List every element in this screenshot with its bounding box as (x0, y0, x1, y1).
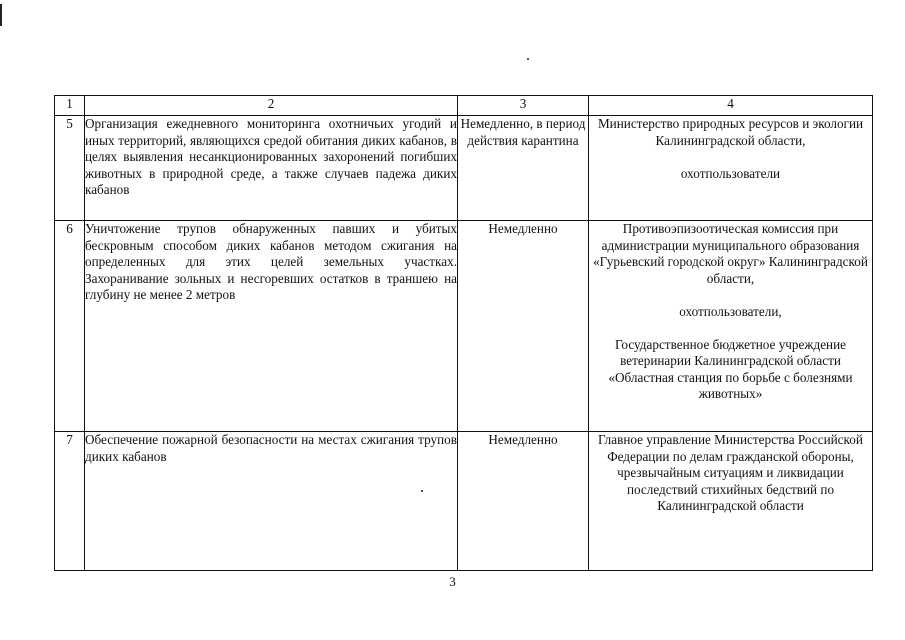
responsible-party: Противоэпизоотическая комиссия при администрации муниципального образования «Гурьевский городской округ» Калининградской области, (593, 221, 868, 286)
table-row (55, 432, 873, 571)
measure-description: Уничтожение трупов обнаруженных павших и убитых бескровным способом диких кабанов методом сжигания на определенных для этих целей земельных участках. Захоранивание зольных и несгоревших остатков в траншею на глубину не менее 2 метров (85, 221, 458, 432)
page-number: 3 (449, 574, 456, 589)
table-row (55, 116, 873, 221)
measures-table (54, 95, 873, 571)
scan-edge-mark (0, 4, 2, 26)
measure-responsible (589, 221, 873, 432)
header-col-2: 2 (85, 96, 458, 116)
measure-description: Организация ежедневного мониторинга охотничьих угодий и иных территорий, являющихся средой обитания диких кабанов, в целях выявления несанкционированных захоронений погибших животных в природной среде, а также случаев падежа диких кабанов (85, 116, 458, 221)
measure-deadline: Немедленно, в период действия карантина (458, 116, 589, 221)
table-row (55, 221, 873, 432)
scan-speck (527, 58, 529, 60)
table-header-row (55, 96, 873, 116)
row-number: 6 (55, 221, 85, 432)
measure-responsible (589, 432, 873, 571)
header-col-4: 4 (589, 96, 873, 116)
responsible-party: Главное управление Министерства Российской Федерации по делам гражданской обороны, чрезвычайным ситуациям и ликвидации последствий стихийных бедствий по Калининградской области (598, 432, 863, 513)
responsible-party: Государственное бюджетное учреждение ветеринарии Калининградской области «Областная станция по борьбе с болезнями животных» (608, 336, 853, 401)
header-col-1: 1 (55, 96, 85, 116)
header-col-3: 3 (458, 96, 589, 116)
responsible-party: охотпользователи (680, 165, 781, 181)
measure-description: Обеспечение пожарной безопасности на местах сжигания трупов диких кабанов (85, 432, 458, 571)
responsible-party: охотпользователи, (679, 303, 782, 319)
measure-deadline: Немедленно (458, 221, 589, 432)
row-number: 5 (55, 116, 85, 221)
measure-deadline: Немедленно (458, 432, 589, 571)
row-number: 7 (55, 432, 85, 571)
responsible-party: Министерство природных ресурсов и экологии Калининградской области, (597, 116, 864, 148)
measure-responsible (589, 116, 873, 221)
